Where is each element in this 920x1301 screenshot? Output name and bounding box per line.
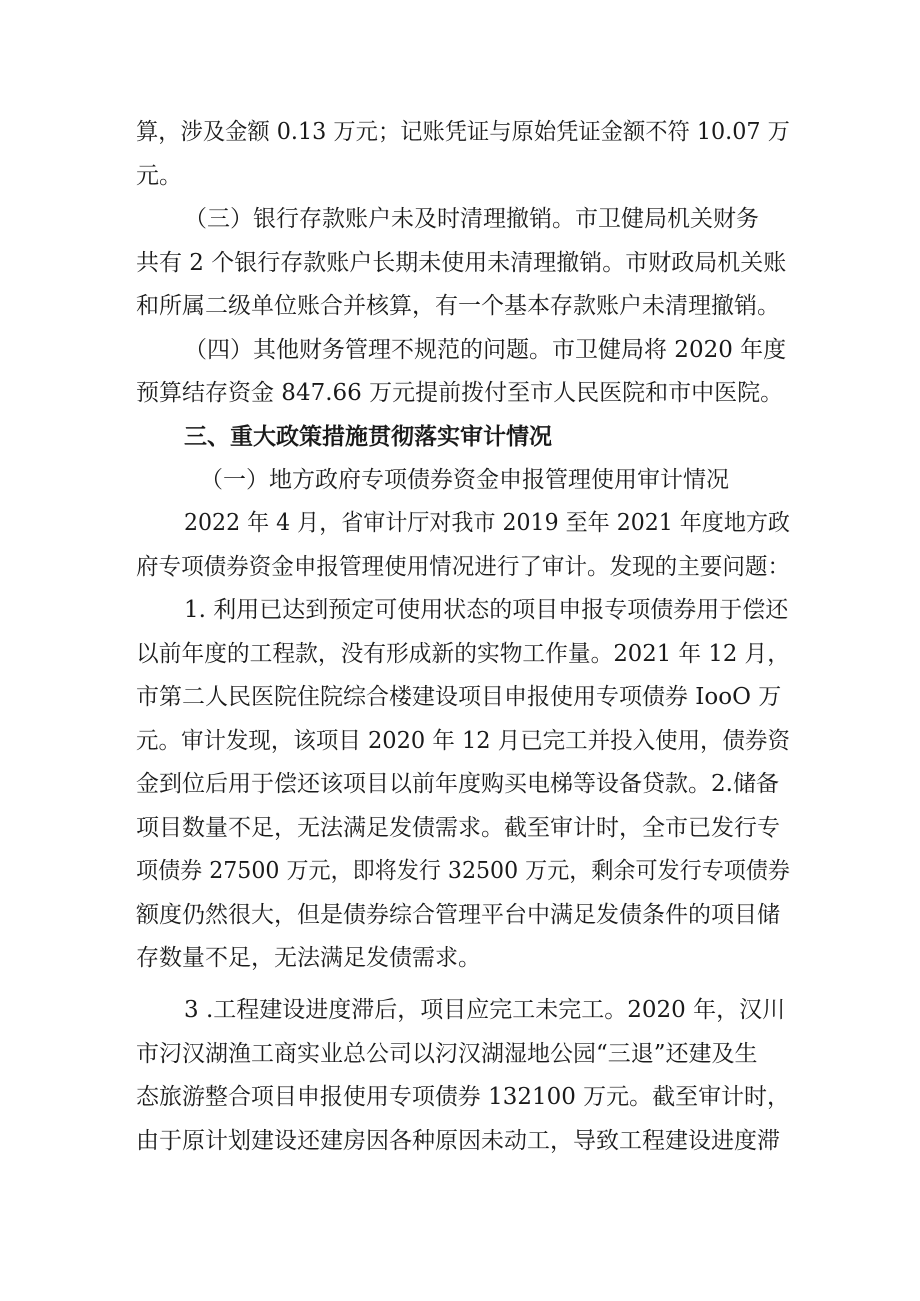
text-line xyxy=(0,245,920,281)
text-line xyxy=(0,375,920,411)
line-text: 3 .工程建设进度滞后，项目应完工未完工。2020 年，汉川 xyxy=(184,997,786,1023)
line-text: 算，涉及金额 0.13 万元；记账凭证与原始凭证金额不符 10.07 万 xyxy=(136,119,790,145)
line-text: 市汈汉湖渔工商实业总公司以汈汉湖湿地公园“三退”还建及生 xyxy=(136,1041,758,1067)
text-line xyxy=(0,332,920,368)
text-line xyxy=(0,201,920,237)
text-line xyxy=(0,992,920,1028)
text-line xyxy=(0,549,920,585)
line-text: 1. 利用已达到预定可使用状态的项目申报专项债券用于偿还 xyxy=(184,597,789,623)
line-text: 预算结存资金 847.66 万元提前拨付至市人民医院和市中医院。 xyxy=(136,380,784,406)
subsection-heading xyxy=(0,462,920,498)
text-line xyxy=(0,1036,920,1072)
line-text: 和所属二级单位账合并核算，有一个基本存款账户未清理撤销。 xyxy=(136,293,780,319)
line-text: 府专项债券资金申报管理使用情况进行了审计。发现的主要问题： xyxy=(136,554,790,580)
line-text: 项目数量不足，无法满足发债需求。截至审计时，全市已发行专 xyxy=(136,815,780,841)
text-line xyxy=(0,158,920,194)
line-text: 元。 xyxy=(136,163,182,189)
text-line xyxy=(0,679,920,715)
text-line xyxy=(0,114,920,150)
text-line xyxy=(0,288,920,324)
section-heading xyxy=(0,419,920,455)
text-line xyxy=(0,766,920,802)
text-line xyxy=(0,810,920,846)
line-text: 以前年度的工程款，没有形成新的实物工作量。2021 年 12 月， xyxy=(136,641,790,667)
line-text: 元。审计发现，该项目 2020 年 12 月已完工并投入使用，债券资 xyxy=(136,728,790,754)
line-text: 市第二人民医院住院综合楼建设项目申报使用专项债券 IooO 万 xyxy=(136,684,782,710)
text-line xyxy=(0,505,920,541)
heading-text: 三、重大政策措施贯彻落实审计情况 xyxy=(184,424,552,450)
line-text: （三）银行存款账户未及时清理撤销。市卫健局机关财务 xyxy=(184,206,759,232)
line-text: （四）其他财务管理不规范的问题。市卫健局将 2020 年度 xyxy=(184,337,787,363)
line-text: 金到位后用于偿还该项目以前年度购买电梯等设备贷款。2.储备 xyxy=(136,771,779,797)
text-line xyxy=(0,592,920,628)
line-text: 存数量不足，无法满足发债需求。 xyxy=(136,945,481,971)
line-text: 项债券 27500 万元，即将发行 32500 万元，剩余可发行专项债券 xyxy=(136,858,790,884)
text-line xyxy=(0,1123,920,1159)
line-text: 额度仍然很大，但是债券综合管理平台中满足发债条件的项目储 xyxy=(136,902,780,928)
text-line xyxy=(0,723,920,759)
line-text: 由于原计划建设还建房因各种原因未动工，导致工程建设进度滞 xyxy=(136,1128,780,1154)
line-text: 2022 年 4 月，省审计厅对我市 2019 至年 2021 年度地方政 xyxy=(184,510,790,536)
text-line xyxy=(0,636,920,672)
line-text: 共有 2 个银行存款账户长期未使用未清理撤销。市财政局机关账 xyxy=(136,250,787,276)
line-text: 态旅游整合项目申报使用专项债券 132100 万元。截至审计时， xyxy=(136,1084,791,1110)
text-line xyxy=(0,940,920,976)
text-line xyxy=(0,1079,920,1115)
text-line xyxy=(0,897,920,933)
line-text: （一）地方政府专项债券资金申报管理使用审计情况 xyxy=(200,467,729,493)
text-line xyxy=(0,853,920,889)
